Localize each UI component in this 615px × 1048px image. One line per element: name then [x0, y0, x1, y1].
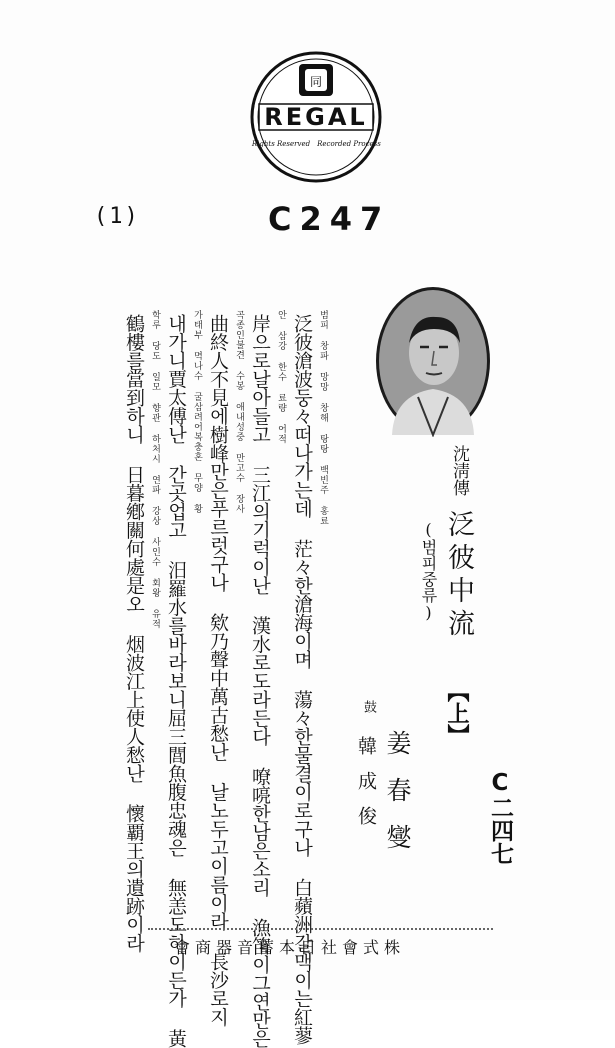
part-marker: 【上】: [444, 680, 469, 746]
svg-text:同: 同: [309, 75, 323, 89]
publisher-footer: 株式會社日本蓄音器商會: [174, 938, 406, 957]
song-title-reading: (범피중류): [419, 520, 438, 622]
performer-portrait: [374, 285, 492, 437]
footer-divider: [148, 928, 493, 930]
regal-label-logo: [249, 50, 383, 184]
logo-wordmark: REGAL: [264, 103, 368, 131]
accompanist-name: 韓成俊: [355, 736, 377, 841]
svg-text:Recorded Process: Recorded Process: [317, 140, 381, 148]
singer-name: 姜春燮: [383, 730, 412, 871]
lyric-ruby: 가태부 멱나수 굴삼려어복충혼 무양 황: [192, 310, 202, 514]
lyric-ruby: 범피 창파 망망 창해 탕탕 백빈주 홍료: [318, 310, 328, 526]
lyric-ruby: 학루 당도 일모 향관 하처시 연파 강상 사인수 회왕 유적: [150, 310, 160, 629]
side-number: (1): [94, 204, 140, 229]
series-title: 沈淸傳: [449, 445, 469, 496]
lyric-line: 曲終人不見에樹峰만은푸르럿구나 欸乃聲中萬古愁난 날노두고이름이라 長沙로지: [207, 314, 229, 1026]
song-title: 泛彼中流: [443, 510, 474, 642]
lyric-line: 泛彼滄波둥々떠나가는데 茫々한滄海이며 蕩々한물결이로구나 白蘋洲갈맥이는紅蓼: [291, 314, 313, 1045]
lyric-line: 鶴樓를當到하니 日暮鄕關何處是오 烟波江上使人愁난 懷覇王의遺跡이라: [123, 314, 145, 952]
svg-text:Rights Reserved: Rights Reserved: [251, 140, 311, 148]
lyric-ruby: 곡종인불견 수봉 애내성중 만고수 장사: [234, 310, 244, 514]
catalog-number-vertical: C二四七: [487, 770, 513, 865]
lyric-line: 내가니賈太傅난 간곳업고 汨羅水를바라보니屈三閭魚腹忠魂은 無恙도하이든가 黃: [165, 314, 187, 1048]
accompanist-role: 鼓: [361, 700, 376, 713]
catalog-number: C247: [268, 200, 391, 238]
lyric-ruby: 안 삼강 한수 료량 어적: [276, 310, 286, 444]
lyric-line: 岸으로날아들고 三江의기럭이난 漢水로도라든다 嘹喨한남은소리 漁笛이그연만은: [249, 314, 271, 1048]
